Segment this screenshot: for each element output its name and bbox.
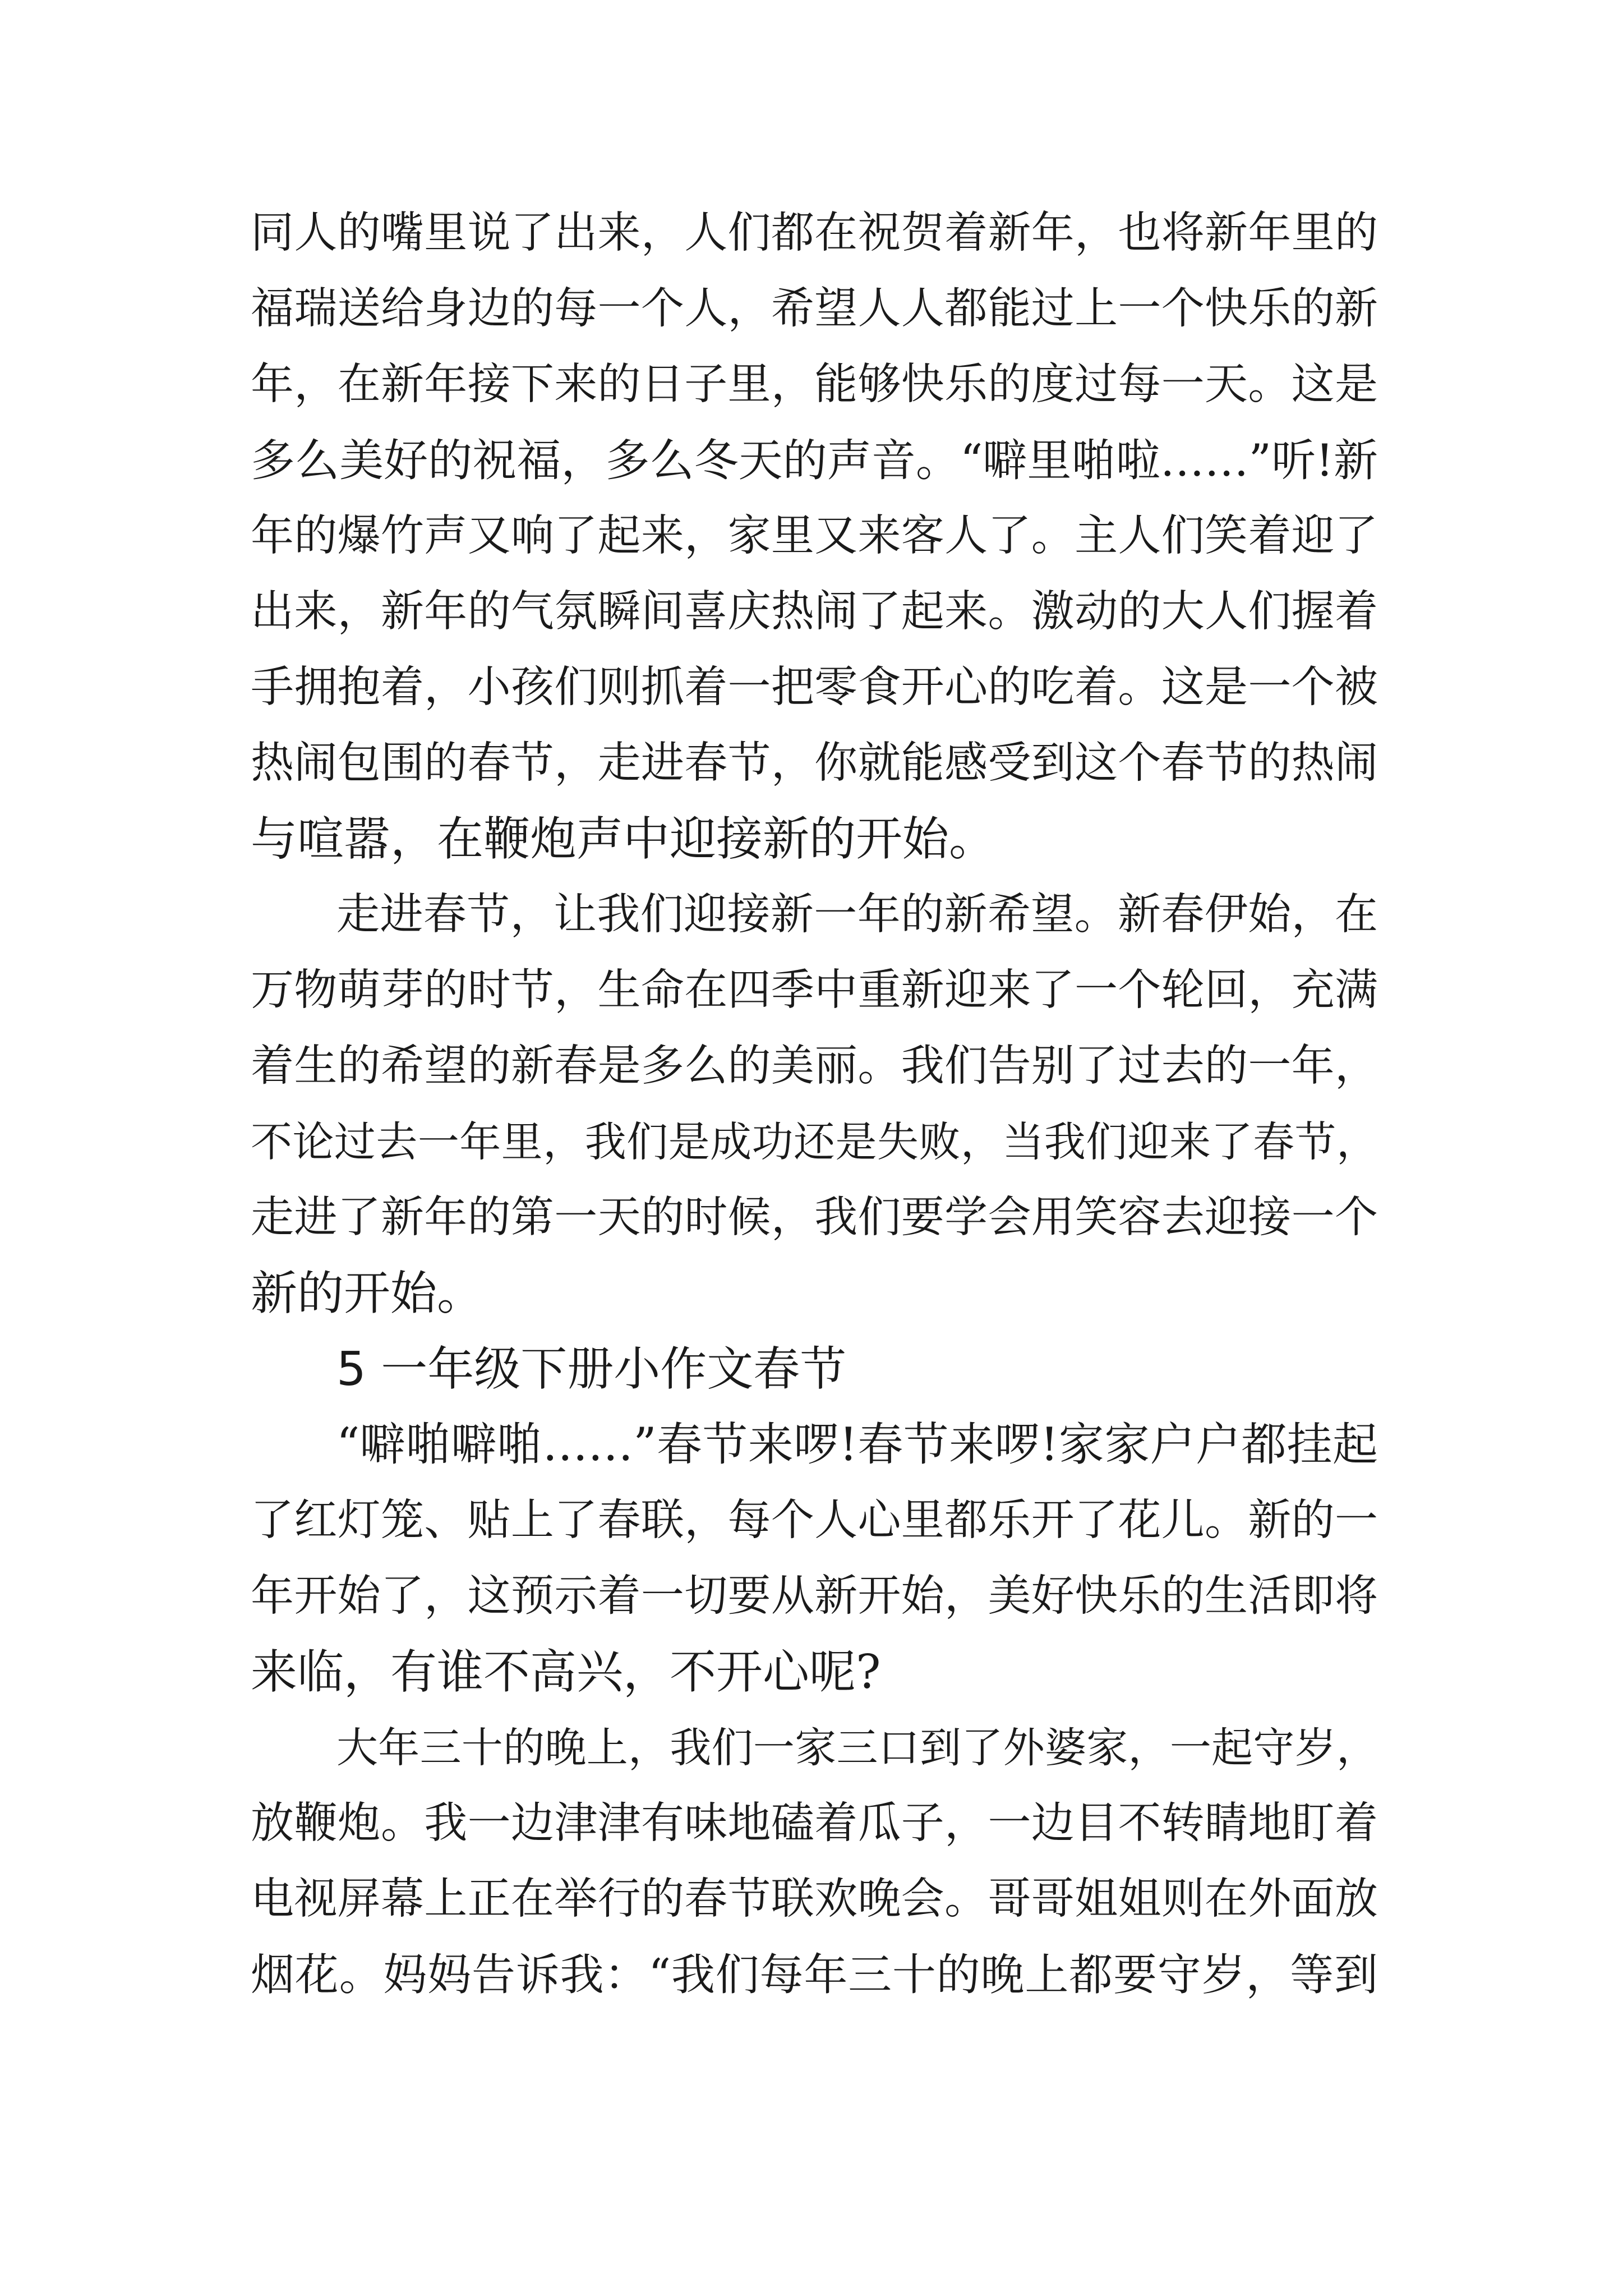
- text-line: 多么美好的祝福，多么冬天的声音。“噼里啪啦……”听!新: [251, 435, 1378, 486]
- text-line: 出来，新年的气氛瞬间喜庆热闹了起来。激动的大人们握着: [251, 587, 1378, 637]
- text-line: 走进了新年的第一天的时候，我们要学会用笑容去迎接一个: [251, 1193, 1378, 1243]
- text-line: 万物萌芽的时节，生命在四季中重新迎来了一个轮回，充满: [251, 965, 1378, 1015]
- text-line: 来临，有谁不高兴，不开心呢?: [251, 1645, 881, 1699]
- text-line: 热闹包围的春节，走进春节，你就能感受到这个春节的热闹: [251, 738, 1378, 788]
- paragraph-first-line: “噼啪噼啪……”春节来啰!春节来啰!家家户户都挂起: [336, 1419, 1378, 1471]
- paragraph-first-line: 走进春节，让我们迎接新一年的新希望。新春伊始，在: [336, 890, 1378, 940]
- text-line: 不论过去一年里，我们是成功还是失败，当我们迎来了春节，: [251, 1118, 1378, 1166]
- text-line: 手拥抱着，小孩们则抓着一把零食开心的吃着。这是一个被: [251, 662, 1378, 712]
- text-line: 新的开始。: [251, 1266, 483, 1320]
- text-line: 着生的希望的新春是多么的美丽。我们告别了过去的一年，: [251, 1041, 1378, 1091]
- section-heading: 5 一年级下册小作文春节: [336, 1342, 847, 1396]
- text-line: 电视屏幕上正在举行的春节联欢晚会。哥哥姐姐则在外面放: [251, 1874, 1378, 1924]
- text-line: 年的爆竹声又响了起来，家里又来客人了。主人们笑着迎了: [251, 511, 1378, 561]
- paragraph-first-line: 大年三十的晚上，我们一家三口到了外婆家，一起守岁，: [336, 1724, 1378, 1772]
- text-line: 年，在新年接下来的日子里，能够快乐的度过每一天。这是: [251, 360, 1378, 409]
- text-line: 年开始了，这预示着一切要从新开始，美好快乐的生活即将: [251, 1571, 1378, 1621]
- text-line: 与喧嚣，在鞭炮声中迎接新的开始。: [251, 812, 995, 866]
- text-line: 福瑞送给身边的每一个人，希望人人都能过上一个快乐的新: [251, 284, 1378, 334]
- text-line: 烟花。妈妈告诉我：“我们每年三十的晚上都要守岁，等到: [251, 1950, 1378, 2000]
- text-line: 了红灯笼、贴上了春联，每个人心里都乐开了花儿。新的一: [251, 1496, 1378, 1545]
- text-line: 同人的嘴里说了出来，人们都在祝贺着新年，也将新年里的: [251, 208, 1378, 258]
- text-line: 放鞭炮。我一边津津有味地磕着瓜子，一边目不转睛地盯着: [251, 1798, 1378, 1848]
